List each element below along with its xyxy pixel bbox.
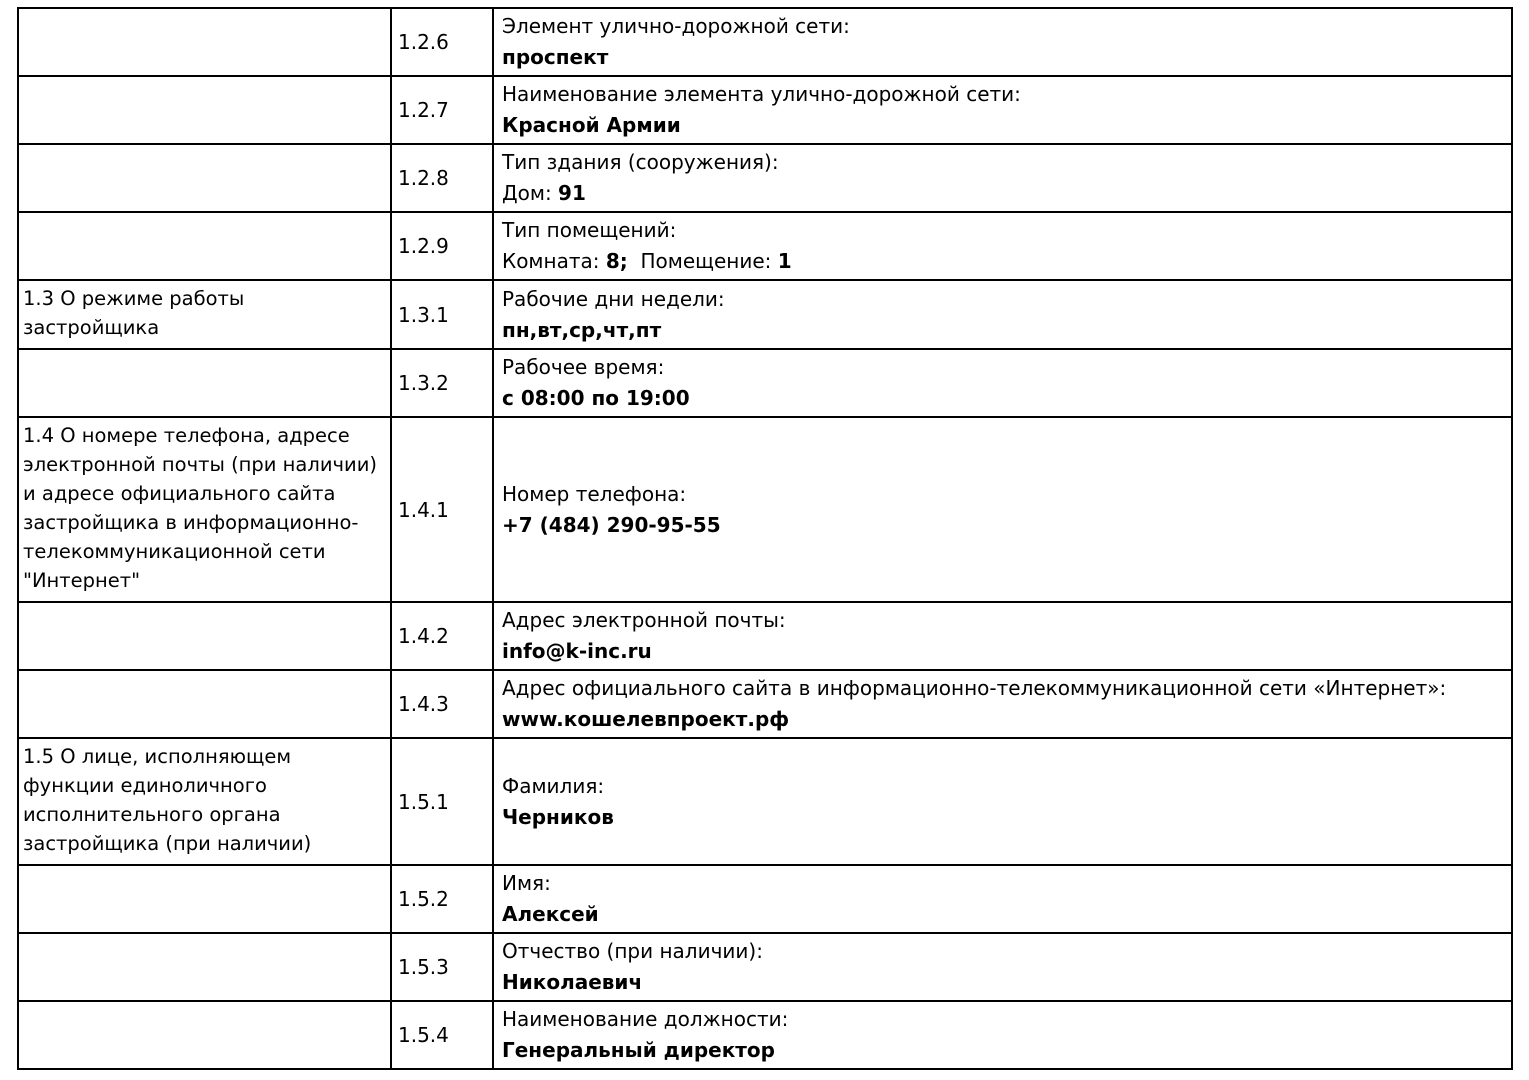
item-content-cell: [494, 77, 1511, 143]
table-row: [19, 9, 1511, 77]
section-title-cell: 1.5 О лице, исполняющем функции единоличного исполнительного органа застройщика (при наличии): [19, 739, 392, 864]
field-value: [502, 510, 1503, 541]
field-value-bold: Генеральный директор: [502, 1038, 775, 1062]
field-label: Номер телефона:: [502, 481, 687, 506]
item-content-cell: [494, 603, 1511, 669]
section-title-cell: [19, 603, 392, 669]
field-value: [502, 636, 1503, 667]
section-title-cell: [19, 77, 392, 143]
field-label: Рабочие дни недели:: [502, 286, 725, 311]
table-row: [19, 603, 1511, 671]
section-title-cell: [19, 671, 392, 737]
field-value-bold: Алексей: [502, 902, 599, 926]
table-row: [19, 739, 1511, 866]
item-number-cell: 1.4.2: [392, 603, 494, 669]
section-title-cell: [19, 213, 392, 279]
item-number-cell: 1.2.7: [392, 77, 494, 143]
field-value: [502, 246, 1503, 277]
table-row: [19, 213, 1511, 281]
item-number-cell: 1.2.9: [392, 213, 494, 279]
item-content-cell: [494, 739, 1511, 864]
field-value: [502, 1035, 1503, 1066]
item-number-cell: 1.3.1: [392, 281, 494, 348]
item-content-cell: [494, 145, 1511, 211]
item-number-cell: 1.5.1: [392, 739, 494, 864]
item-content-cell: [494, 418, 1511, 601]
field-value: [502, 178, 1503, 209]
section-title-cell: [19, 1002, 392, 1068]
section-title-cell: [19, 350, 392, 416]
field-value-bold: с 08:00 по 19:00: [502, 386, 690, 410]
section-title-cell: [19, 866, 392, 932]
field-value: [502, 315, 1503, 346]
table-row: [19, 1002, 1511, 1068]
field-value-text: Помещение:: [627, 249, 778, 273]
field-value-bold: www.кошелевпроект.рф: [502, 707, 790, 731]
field-label: Наименование элемента улично-дорожной сети:: [502, 82, 1021, 106]
table-row: [19, 77, 1511, 145]
field-label: Рабочее время:: [502, 355, 665, 379]
field-value-bold: Черников: [502, 804, 614, 829]
item-content-cell: [494, 350, 1511, 416]
declaration-table: [17, 7, 1513, 1070]
field-value-bold: +7 (484) 290-95-55: [502, 512, 721, 537]
table-row: [19, 350, 1511, 418]
field-label: Тип здания (сооружения):: [502, 150, 779, 174]
table-row: [19, 934, 1511, 1002]
field-value: [502, 802, 1503, 833]
item-content-cell: [494, 281, 1511, 348]
field-value-bold: проспект: [502, 45, 609, 69]
section-title-cell: [19, 934, 392, 1000]
table-row: [19, 281, 1511, 350]
item-number-cell: 1.3.2: [392, 350, 494, 416]
item-content-cell: [494, 9, 1511, 75]
item-number-cell: 1.4.3: [392, 671, 494, 737]
item-number-cell: 1.2.6: [392, 9, 494, 75]
table-row: [19, 671, 1511, 739]
field-value-text: Комната:: [502, 249, 606, 273]
table-row: [19, 866, 1511, 934]
item-number-cell: 1.2.8: [392, 145, 494, 211]
item-content-cell: [494, 671, 1511, 737]
table-row: [19, 145, 1511, 213]
field-value-text: Дом:: [502, 181, 559, 205]
field-value-bold: Николаевич: [502, 970, 643, 994]
item-number-cell: 1.5.4: [392, 1002, 494, 1068]
field-label: Имя:: [502, 871, 551, 895]
item-number-cell: 1.5.3: [392, 934, 494, 1000]
field-value-bold: 8;: [605, 249, 628, 273]
section-title-cell: 1.3 О режиме работы застройщика: [19, 281, 392, 348]
item-content-cell: [494, 1002, 1511, 1068]
field-label: Адрес официального сайта в информационно-телекоммуникационной сети «Интернет»:: [502, 676, 1447, 700]
item-content-cell: [494, 213, 1511, 279]
field-value-bold: пн,вт,ср,чт,пт: [502, 317, 662, 342]
item-content-cell: [494, 866, 1511, 932]
table-row: [19, 418, 1511, 603]
field-label: Адрес электронной почты:: [502, 608, 786, 632]
field-value: [502, 704, 1503, 735]
field-value: [502, 110, 1503, 141]
field-value-bold: Красной Армии: [502, 113, 681, 137]
field-label: Наименование должности:: [502, 1007, 789, 1031]
field-value-bold: 1: [777, 249, 792, 273]
field-value: [502, 899, 1503, 930]
field-value: [502, 967, 1503, 998]
field-value: [502, 42, 1503, 73]
item-content-cell: [494, 934, 1511, 1000]
field-label: Отчество (при наличии):: [502, 939, 763, 963]
item-number-cell: 1.5.2: [392, 866, 494, 932]
field-value-bold: info@k-inc.ru: [502, 639, 652, 663]
field-value-bold: 91: [558, 181, 586, 205]
section-title-cell: [19, 9, 392, 75]
field-label: Тип помещений:: [502, 218, 677, 242]
item-number-cell: 1.4.1: [392, 418, 494, 601]
section-title-cell: 1.4 О номере телефона, адресе электронной почты (при наличии) и адресе официального сайта застройщика в информационно-телекоммуникационной сети "Интернет": [19, 418, 392, 601]
field-label: Элемент улично-дорожной сети:: [502, 14, 850, 38]
field-value: [502, 383, 1503, 414]
section-title-cell: [19, 145, 392, 211]
field-label: Фамилия:: [502, 773, 605, 798]
